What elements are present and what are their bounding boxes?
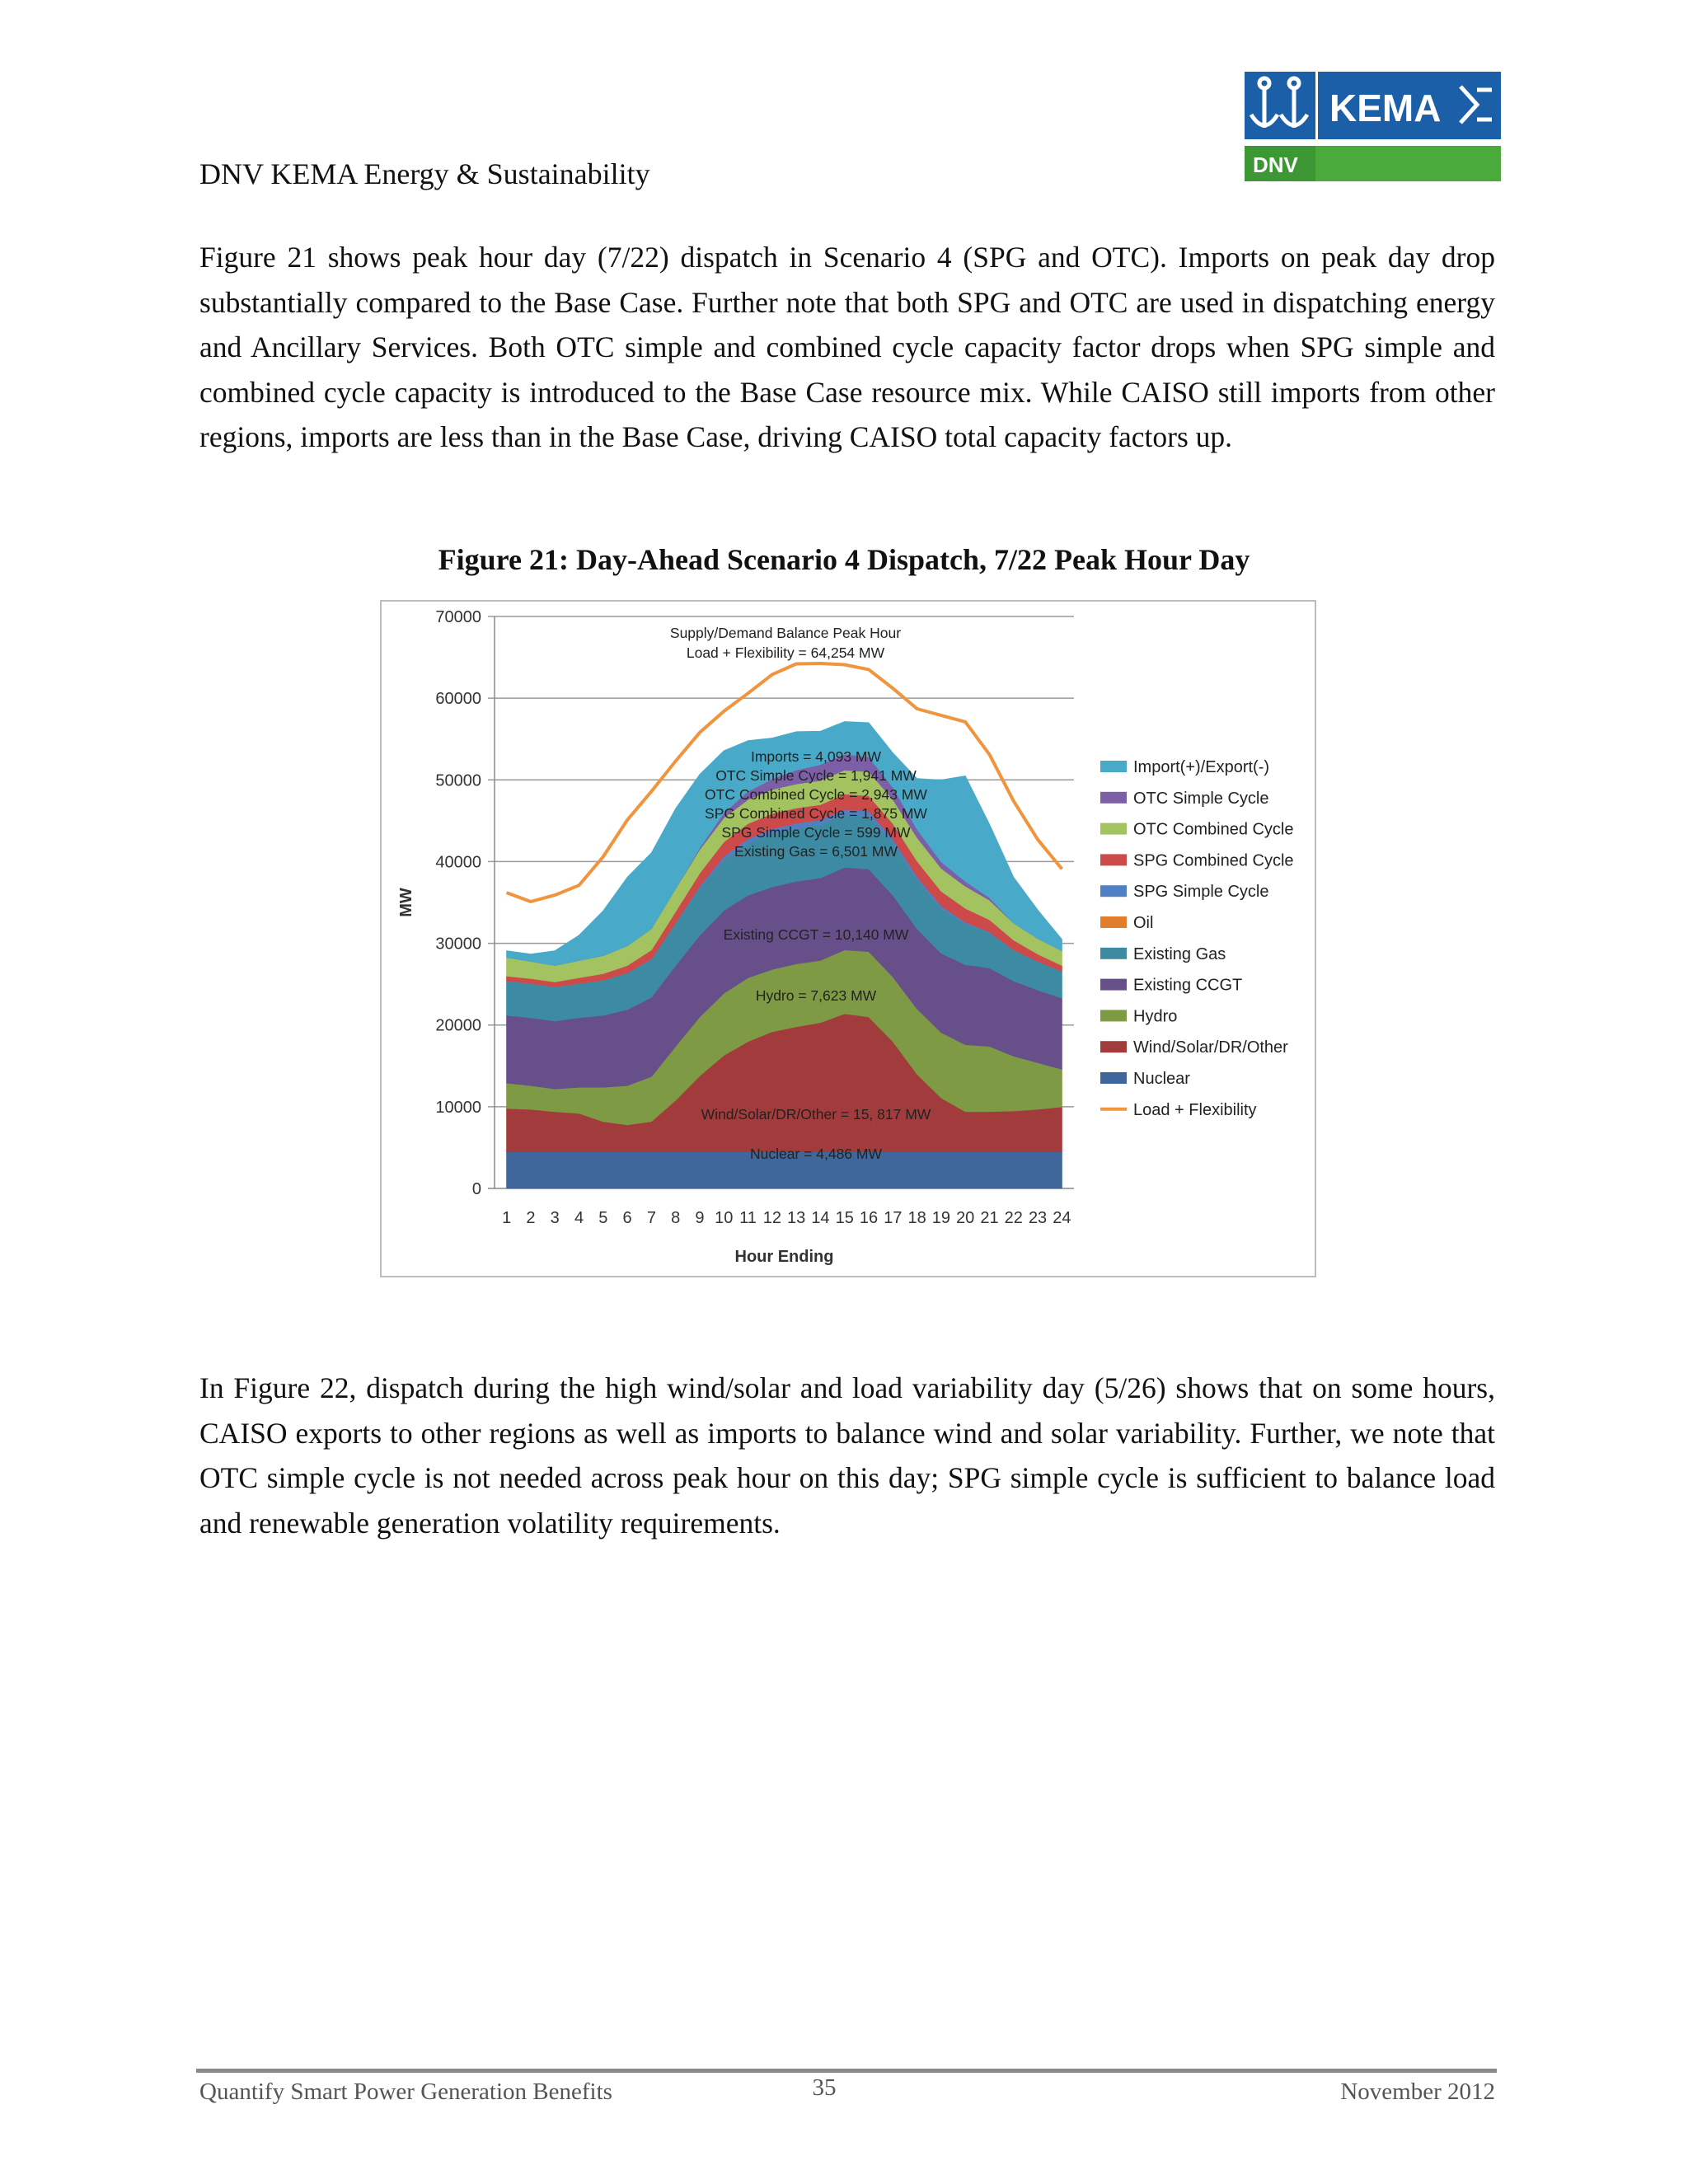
legend-label-existing-ccgt: Existing CCGT [1133, 976, 1243, 995]
y-tick-label: 50000 [435, 771, 481, 790]
x-tick-label: 10 [715, 1209, 734, 1227]
legend-label-oil: Oil [1133, 914, 1154, 932]
x-tick-label: 3 [550, 1209, 560, 1227]
legend-swatch-nuclear [1100, 1072, 1127, 1084]
x-tick-label: 11 [739, 1209, 757, 1227]
x-tick-label: 18 [907, 1209, 926, 1227]
x-tick-label: 17 [884, 1209, 903, 1227]
chart-legend [1100, 758, 1294, 1119]
x-tick-label: 9 [695, 1209, 705, 1227]
legend-swatch-spg-simple-cycle [1100, 885, 1127, 897]
y-tick-label: 0 [471, 1180, 481, 1198]
x-tick-label: 4 [574, 1209, 584, 1227]
footer-date: November 2012 [1340, 2079, 1495, 2105]
body-paragraph-2: In Figure 22, dispatch during the high wind/solar and load variability day (5/26) shows that on some hours, CAISO exports to other regions as well as imports to balance wind and solar variability. Further, we note that OTC simple cycle is not needed across peak hour on this day; SPG simple cycle is sufficient to balance load and renewable generation volatility requirements. [199, 1371, 1495, 1540]
x-tick-label: 15 [835, 1209, 854, 1227]
annotation-spg-combined: SPG Combined Cycle = 1,875 MW [705, 805, 927, 822]
x-tick-label: 1 [502, 1209, 512, 1227]
kema-logo [1245, 72, 1501, 181]
x-tick-label: 5 [598, 1209, 608, 1227]
legend-swatch-otc-combined-cycle [1100, 823, 1127, 835]
kema-logo-graphic [1245, 72, 1501, 181]
figure-caption: Figure 21: Day-Ahead Scenario 4 Dispatch, 7/22 Peak Hour Day [438, 543, 1250, 576]
footer-rule [196, 2069, 1497, 2073]
legend-swatch-otc-simple-cycle [1100, 792, 1127, 804]
legend-label-load-flexibility: Load + Flexibility [1133, 1100, 1257, 1119]
legend-label-nuclear: Nuclear [1133, 1070, 1190, 1088]
annotation-supply-demand-line2: Load + Flexibility = 64,254 MW [686, 644, 885, 661]
x-tick-label: 16 [859, 1209, 879, 1227]
legend-label-spg-combined-cycle: SPG Combined Cycle [1133, 851, 1294, 870]
footer-page-number: 35 [812, 2074, 837, 2101]
legend-label-existing-gas: Existing Gas [1133, 944, 1226, 963]
header-org: DNV KEMA Energy & Sustainability [199, 157, 650, 190]
body-paragraph-1: Figure 21 shows peak hour day (7/22) dispatch in Scenario 4 (SPG and OTC). Imports on peak day drop substantially compared to the Base Case. Further note that both SPG and OTC are used in dispatching energy and Ancillary Services. Both OTC simple and combined cycle capacity factor drops when SPG simple and combined cycle capacity is introduced to the Base Case resource mix. While CAISO still imports from other regions, imports are less than in the Base Case, driving CAISO total capacity factors up. [199, 241, 1495, 453]
x-tick-label: 24 [1053, 1209, 1071, 1227]
annotation-spg-simple: SPG Simple Cycle = 599 MW [721, 824, 911, 841]
legend-swatch-existing-gas [1100, 948, 1127, 959]
x-tick-label: 12 [762, 1209, 781, 1227]
annotation-supply-demand-line1: Supply/Demand Balance Peak Hour [669, 625, 902, 641]
y-tick-label: 70000 [435, 608, 481, 626]
legend-label-wind-solar-dr-other: Wind/Solar/DR/Other [1133, 1038, 1288, 1057]
annotation-nuclear: Nuclear = 4,486 MW [750, 1146, 882, 1162]
logo-divider [1315, 72, 1318, 139]
y-tick-label: 40000 [435, 853, 481, 872]
legend-swatch-wind-solar-dr-other [1100, 1041, 1127, 1052]
x-tick-label: 19 [931, 1209, 951, 1227]
legend-swatch-existing-ccgt [1100, 979, 1127, 991]
legend-swatch-oil [1100, 916, 1127, 928]
annotation-existing-gas: Existing Gas = 6,501 MW [734, 843, 898, 860]
legend-label-otc-simple-cycle: OTC Simple Cycle [1133, 789, 1269, 808]
x-tick-label: 13 [787, 1209, 806, 1227]
logo-dnv-text: DNV [1253, 152, 1298, 177]
y-tick-label: 10000 [435, 1098, 481, 1117]
x-tick-label: 14 [811, 1209, 830, 1227]
legend-swatch-import-export [1100, 761, 1127, 772]
legend-swatch-hydro [1100, 1010, 1127, 1021]
y-tick-label: 20000 [435, 1016, 481, 1035]
legend-label-otc-combined-cycle: OTC Combined Cycle [1133, 820, 1294, 839]
dispatch-chart [382, 602, 1315, 1276]
x-tick-label: 21 [980, 1209, 999, 1227]
x-axis-title: Hour Ending [734, 1248, 834, 1266]
x-tick-label: 6 [622, 1209, 632, 1227]
annotation-hydro: Hydro = 7,623 MW [755, 987, 877, 1004]
x-tick-label: 2 [526, 1209, 536, 1227]
annotation-wind-solar: Wind/Solar/DR/Other = 15, 817 MW [701, 1106, 931, 1122]
annotation-otc-simple: OTC Simple Cycle = 1,941 MW [715, 767, 917, 784]
x-tick-label: 23 [1028, 1209, 1048, 1227]
x-tick-label: 8 [671, 1209, 681, 1227]
y-tick-label: 30000 [435, 935, 481, 954]
logo-brand-text: KEMA [1329, 87, 1442, 129]
x-tick-label: 20 [956, 1209, 975, 1227]
x-tick-label: 22 [1004, 1209, 1023, 1227]
footer-doc-title: Quantify Smart Power Generation Benefits [199, 2079, 612, 2105]
annotation-imports: Imports = 4,093 MW [750, 748, 882, 765]
x-tick-label: 7 [646, 1209, 656, 1227]
y-axis-title: MW [397, 888, 415, 917]
y-tick-label: 60000 [435, 690, 481, 709]
legend-label-hydro: Hydro [1133, 1007, 1178, 1026]
chart-container [380, 600, 1316, 1277]
annotation-otc-combined: OTC Combined Cycle = 2,943 MW [705, 786, 927, 803]
legend-swatch-spg-combined-cycle [1100, 854, 1127, 865]
annotation-existing-ccgt: Existing CCGT = 10,140 MW [723, 926, 909, 943]
legend-label-import-export: Import(+)/Export(-) [1133, 758, 1270, 776]
legend-label-spg-simple-cycle: SPG Simple Cycle [1133, 883, 1269, 902]
